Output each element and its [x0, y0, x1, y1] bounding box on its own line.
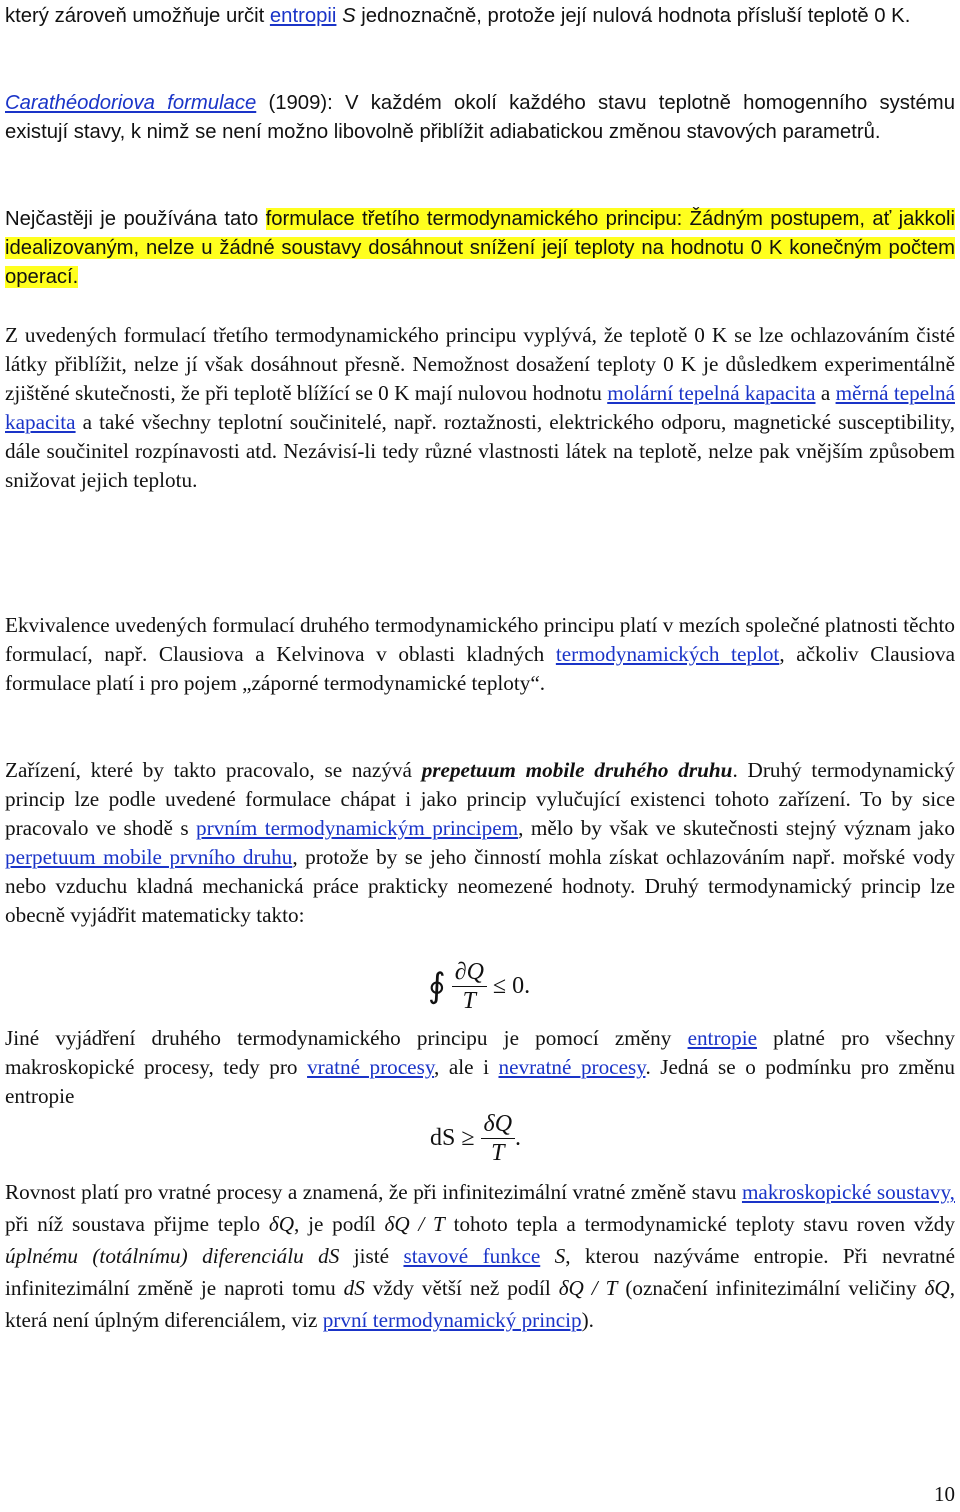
link-entropii[interactable]: entropii [269, 5, 337, 27]
paragraph-reversible-equality: Rovnost platí pro vratné procesy a znamená, že při infinitezimální vratné změně stavu makroskopické soustavy, při níž soustava přijme teplo δQ, je podíl δQ / T tohoto tepla a termodynamické teploty stavu roven vždy úplnému (totálnímu) diferenciálu dS jisté stavové funkce S, kterou nazýváme entropie. Při nevratné infinitezimální změně je naproti tomu dS vždy větší než podíl δQ / T (označení infinitezimální veličiny δQ, která není úplným diferenciálem, viz první termodynamický princip). [5, 1180, 956, 1332]
ratio-delta-q-over-t: δQ / T [384, 1212, 445, 1236]
integral-sign: ∮ [428, 968, 446, 1005]
symbol-delta-q: δQ [268, 1212, 295, 1236]
link-perpetuum-mobile-prvniho-druhu[interactable]: perpetuum mobile prvního druhu [5, 845, 293, 869]
link-makroskopicke-soustavy[interactable]: makroskopické soustavy, [741, 1180, 955, 1204]
link-merna-tepelna-kapacita[interactable]: měrná tepelná kapacita [5, 381, 955, 434]
paragraph-entropy-intro: který zároveň umožňuje určit entropii S jednoznačně, protože její nulová hodnota přísluší teplotě 0 K. [5, 5, 911, 27]
symbol-s: S [554, 1244, 566, 1268]
highlighted-formulation: formulace třetího termodynamického principu: Žádným postupem, ať jakkoli idealizovaným, nelze u žádné soustavy dosáhnout snížení její teploty na hodnotu 0 K konečným počtem operací. [5, 208, 955, 288]
term-total-differential: úplnému (totálnímu) diferenciálu [5, 1244, 304, 1268]
link-stavove-funkce[interactable]: stavové funkce [403, 1244, 541, 1268]
term-perpetuum-mobile-second: prepetuum mobile druhého druhu [421, 758, 733, 782]
symbol-s: S [342, 5, 356, 27]
symbol-ds: dS [318, 1244, 340, 1268]
paragraph-perpetuum-mobile: Zařízení, které by takto pracovalo, se nazývá prepetuum mobile druhého druhu. Druhý termodynamický princip lze podle uvedené formulace chápat i jako princip vylučující existenci tohoto zařízení. To by sice pracovalo ve shodě s prvním termodynamickým principem, mělo by však ve skutečnosti stejný význam jako perpetuum mobile prvního druhu, protože by se jeho činností mohla získat ochlazováním např. mořské vody nebo vzduchu kladná mechanická práce prakticky neomezené hodnoty. Druhý termodynamický princip lze obecně vyjádřit matematicky takto: [5, 758, 955, 927]
fraction-dq-over-t: $\frac{\partial Q}{T}$ [452, 958, 487, 1015]
paragraph-caratheodory: Carathéodoriova formulace (1909): V každém okolí každého stavu teplotně homogenního systému existují stavy, k nimž se není možno libovolně přiblížit adiabatickou změnou stavových parametrů. [5, 92, 955, 143]
paragraph-third-principle-consequences: Z uvedených formulací třetího termodynamického principu vyplývá, že teplotě 0 K se lze ochlazováním čisté látky přiblížit, nelze jí však dosáhnout přesně. Nemožnost dosažení teploty 0 K je důsledkem experimentálně zjištěné skutečnosti, že při teplotě blížící se 0 K mají nulovou hodnotu molární tepelná kapacita a měrná tepelná kapacita a také všechny teplotní součinitelé, např. roztažnosti, elektrického odporu, magnetické susceptibility, dále součinitel rozpínavosti atd. Nezávisí-li tedy různé vlastnosti látek na teplotě, nelze pak vnějším způsobem snižovat jejich teplotu. [5, 323, 955, 492]
link-prvni-termodynamicky-princip[interactable]: první termodynamický princip [322, 1308, 582, 1332]
link-caratheodoriova-formulace[interactable]: Carathéodoriova formulace [5, 92, 257, 114]
link-prvnim-termodynamickym-principem[interactable]: prvním termodynamickým principem [196, 816, 519, 840]
equation-clausius-inequality: ∮ $\frac{\partial Q}{T}$ ≤ 0. [428, 959, 531, 1014]
ratio-delta-q-over-t: δQ / T [558, 1276, 618, 1300]
fraction-deltaq-over-t: $\frac{\delta Q}{T}$ [481, 1110, 516, 1167]
symbol-delta-q: δQ [924, 1276, 950, 1300]
paragraph-entropy-change: Jiné vyjádření druhého termodynamického principu je pomocí změny entropie platné pro všechny makroskopické procesy, tedy pro vratné procesy, ale i nevratné procesy. Jedná se o podmínku pro změnu entropie [5, 1026, 955, 1108]
link-nevratne-procesy[interactable]: nevratné procesy [498, 1055, 646, 1079]
equation-entropy-inequality: dS ≥ $\frac{\delta Q}{T}$ . [430, 1111, 522, 1166]
link-termodynamickych-teplot[interactable]: termodynamických teplot [555, 642, 780, 666]
paragraph-equivalence: Ekvivalence uvedených formulací druhého termodynamického principu platí v mezích společné platnosti těchto formulací, např. Clausiova a Kelvinova v oblasti kladných termodynamických teplot, ačkoliv Clausiova formulace platí i pro pojem „záporné termodynamické teploty“. [5, 613, 955, 695]
symbol-ds: dS [343, 1276, 365, 1300]
link-vratne-procesy[interactable]: vratné procesy [307, 1055, 435, 1079]
link-entropie[interactable]: entropie [687, 1026, 757, 1050]
link-molarni-tepelna-kapacita[interactable]: molární tepelná kapacita [607, 381, 816, 405]
page-number: 10 [934, 1482, 955, 1506]
paragraph-third-principle: Nejčastěji je používána tato formulace třetího termodynamického principu: Žádným postupem, ať jakkoli idealizovaným, nelze u žádné soustavy dosáhnout snížení její teploty na hodnotu 0 K konečným počtem operací. [5, 208, 955, 288]
